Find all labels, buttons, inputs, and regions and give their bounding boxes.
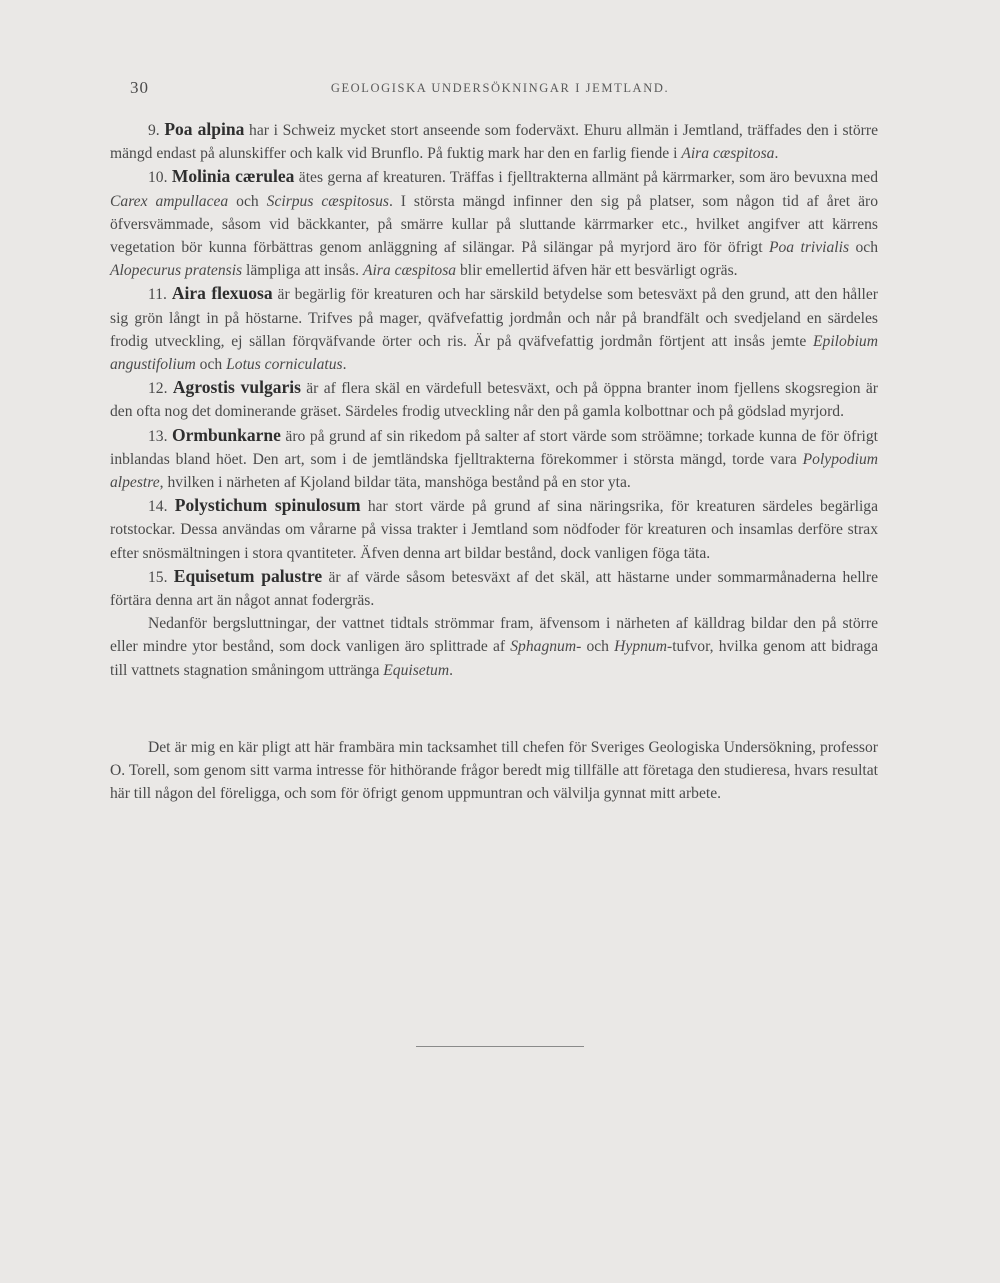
species-name: Poa alpina [164, 119, 245, 139]
text-run: är af flera skäl en värdefull betesväxt, och på öppna branter inom fjellens skogsregion är den ofta nog det dominerande gräset. Särdeles frodig utveckling når den på gamla kolbottnar och på gödslad myrjord. [110, 380, 878, 421]
italic-taxon: Poa trivialis [768, 239, 850, 257]
text-run: . [774, 145, 779, 163]
paragraph-equisetum-habitat [110, 612, 878, 682]
text-run: , hvilken i närheten af Kjoland bildar täta, manshöga bestånd på en stor yta. [159, 474, 631, 492]
text-run: och [195, 356, 227, 374]
species-name: Equisetum palustre [173, 565, 323, 586]
text-run: . I största mängd infinner den sig på platser, som någon tid af året äro öfversvämmade, såsom vid bäckkanter, på smärre kullar på sluttande kärrmarker etc., hvilket angifver att kärrens vegetation bör kunna förbättras genom anläggning af silängar. På silängar på myrjord äro för öfrigt [110, 192, 878, 257]
italic-taxon: Hypnum [614, 638, 667, 656]
italic-taxon: Aira cæspitosa [681, 145, 775, 163]
italic-taxon: Epilobium angustifolium [110, 332, 878, 374]
paragraph-poa-alpina [110, 118, 878, 165]
page-header [130, 78, 870, 102]
text-run: 12. [148, 380, 173, 398]
text-run: 9. [148, 122, 165, 139]
text-run: och [849, 239, 878, 257]
paragraph-ormbunkarne [110, 424, 878, 495]
text-run: 13. [148, 427, 172, 445]
text-run: Det är mig en kär pligt att här frambära min tacksamhet till chefen för Sveriges Geologiska Undersökning, professor O. Torell, som genom sitt varma intresse för hithörande frågor beredt mig tillfälle att företaga den studieresa, hvars resultat här till någon del föreligga, och som för öfrigt genom uppmuntran och välvilja gynnat mitt arbete. [110, 738, 878, 803]
text-run: 14. [148, 498, 175, 516]
text-run: ätes gerna af kreaturen. Träffas i fjelltrakterna allmänt på kärrmarker, som äro bevuxna med [294, 169, 879, 187]
paragraph-molinia-caerulea [110, 165, 878, 282]
species-name: Ormbunkarne [172, 424, 281, 445]
species-name: Aira flexuosa [171, 283, 273, 304]
running-head: GEOLOGISKA UNDERSÖKNINGAR I JEMTLAND. [330, 81, 670, 95]
italic-taxon: Scirpus cæspitosus [266, 192, 389, 210]
species-name: Molinia cærulea [171, 166, 295, 187]
text-run: är begärlig för kreaturen och har särskild betydelse som betesväxt på den grund, att den håller sig grön långt in på höstarne. Trifves på mager, qväfvefattig jordmån och når på brandfält och svedjeland en särdeles frodig utveckling, ej sällan förqväfvande örter och ris. Är på qväfvefattig jordmån förtjent att insås jemte [110, 286, 878, 350]
text-run: 15. [148, 568, 174, 586]
text-run: 10. [148, 169, 172, 187]
text-run: har stort värde på grund af sina näringsrika, för kreaturen särdeles begärliga rotstockar. Dessa användas om vårarne på vissa trakter i Jemtland som nödfoder för kreaturen och insamlas derföre strax efter snösmältningen i stora qvantiteter. Äfven denna art bildar bestånd, dock vanligen föga täta. [110, 498, 879, 562]
closing-divider [416, 1046, 584, 1047]
italic-taxon: Alopecurus pratensis [110, 262, 243, 280]
text-run: blir emellertid äfven här ett besvärligt ogräs. [456, 262, 738, 280]
text-run: är af värde såsom betesväxt af det skäl, att hästarne under sommarmånaderna hellre förtära denna art än något annat fodergräs. [110, 568, 878, 610]
text-run: Nedanför bergsluttningar, der vattnet tidtals strömmar fram, äfvensom i närheten af källdrag bildar den på större eller mindre ytor bestånd, som dock vanligen äro splittrade af [110, 615, 878, 656]
paragraph-equisetum-palustre [110, 565, 878, 612]
text-run: har i Schweiz mycket stort anseende som foderväxt. Ehuru allmän i Jemtland, träffades den i större mängd endast på alunskiffer och kalk vid Brunflo. På fuktig mark har den en farlig fiende i [110, 122, 878, 163]
text-run: äro på grund af sin rikedom på salter af stort värde som ströämne; torkade kunna de för öfrigt inblandas bland höet. Den art, som i de jemtländska fjelltrakterna förekommer i största mängd, torde vara [110, 427, 879, 468]
text-run: . [449, 661, 454, 679]
paragraph-aira-flexuosa [110, 282, 878, 376]
page-number: 30 [130, 78, 149, 97]
text-run: 11. [148, 286, 172, 304]
italic-taxon: Equisetum [383, 661, 450, 679]
italic-taxon: Lotus corniculatus [226, 356, 343, 374]
italic-taxon: Sphagnum- [510, 638, 582, 656]
italic-taxon: Aira cæspitosa [362, 262, 457, 280]
species-name: Agrostis vulgaris [172, 377, 301, 398]
text-run: . [342, 356, 347, 374]
body-text [110, 118, 878, 805]
text-run: -tufvor, hvilka genom att bidraga till vattnets stagnation småningom uttränga [110, 638, 879, 679]
italic-taxon: Polypodium alpestre [110, 450, 878, 492]
text-run: och [581, 638, 615, 656]
species-name: Polystichum spinulosum [174, 495, 361, 516]
text-run: lämpliga att insås. [242, 262, 363, 280]
paragraph-polystichum-spinulosum [110, 494, 878, 565]
paragraph-acknowledgement [110, 736, 878, 806]
paragraph-agrostis-vulgaris [110, 376, 878, 423]
italic-taxon: Carex ampullacea [110, 192, 229, 210]
text-run: och [228, 192, 267, 210]
